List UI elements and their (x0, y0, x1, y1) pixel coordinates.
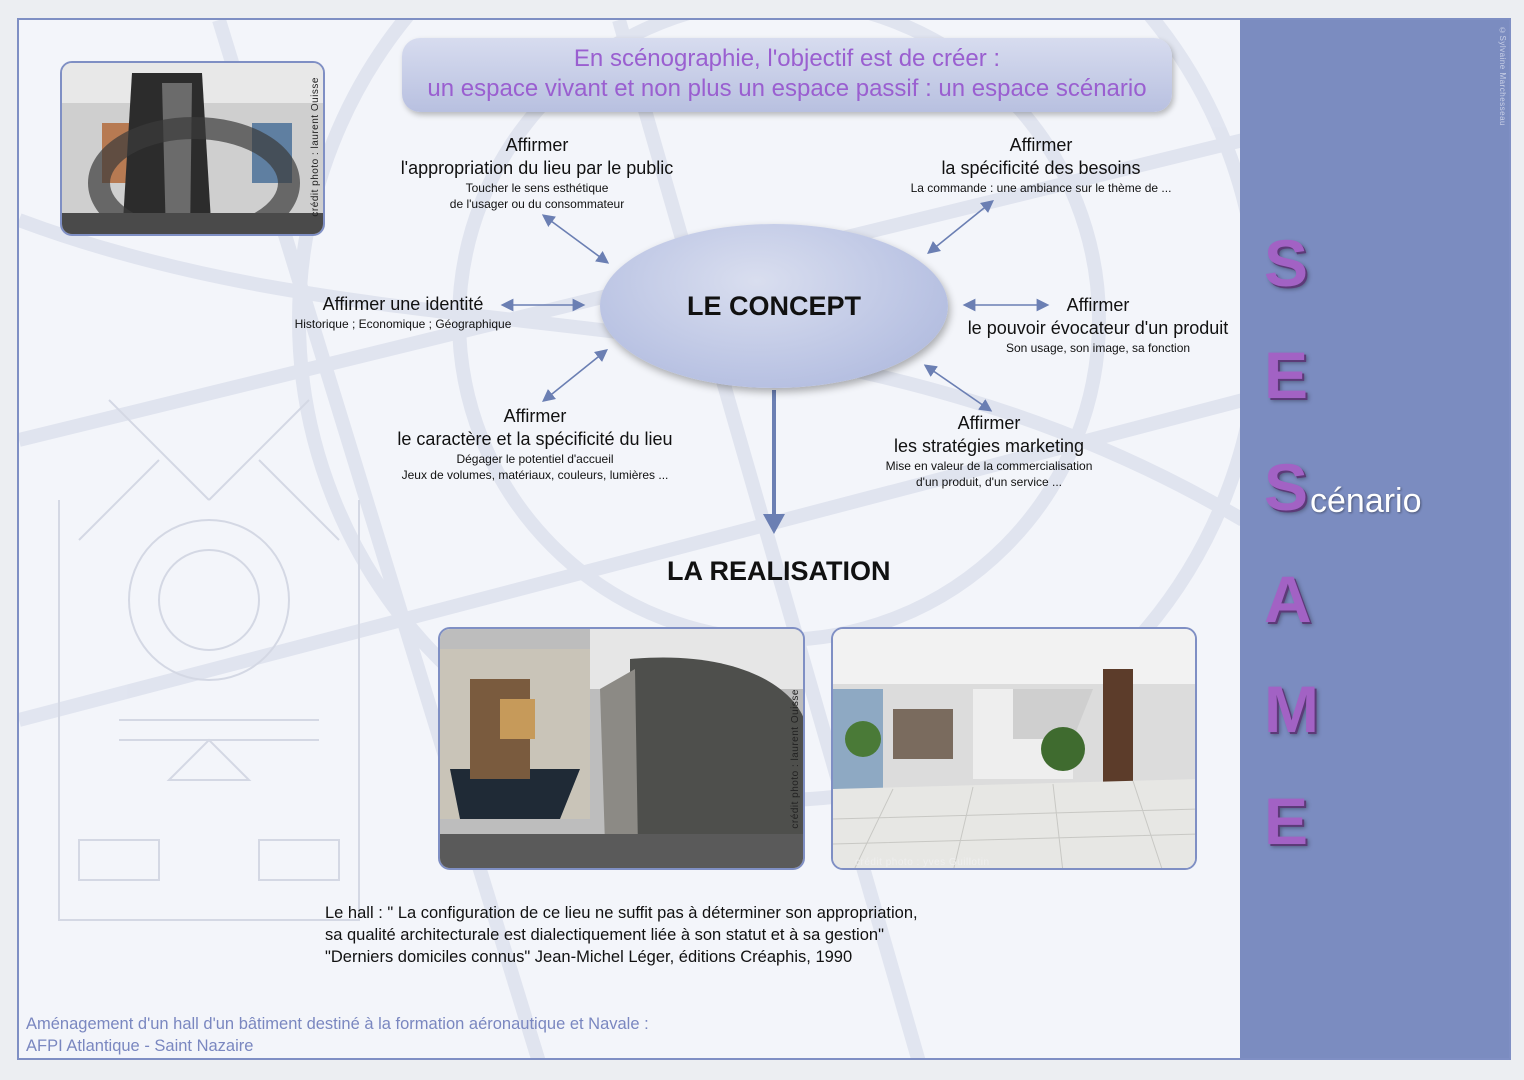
node-lieu (379, 405, 691, 483)
arrow-lieu (547, 353, 603, 398)
node-appropriation-detail-2: de l'usager ou du consommateur (449, 197, 625, 211)
node-marketing-title: Affirmer (957, 413, 1021, 433)
node-marketing-detail-1: Mise en valeur de la commercialisation (885, 459, 1093, 473)
node-lieu-detail-1: Dégager le potentiel d'accueil (456, 452, 614, 466)
node-lieu-title: Affirmer (503, 406, 567, 426)
quote-line-3: "Derniers domiciles connus" Jean-Michel Léger, éditions Créaphis, 1990 (325, 948, 853, 966)
node-produit (953, 294, 1243, 356)
sesame-letter-1: S (1264, 226, 1309, 300)
realisation-photo-left (438, 627, 805, 870)
concept-ellipse (600, 224, 948, 388)
scenario-word-rest: cénario (1310, 482, 1422, 520)
realisation-heading: LA REALISATION (667, 556, 891, 586)
left-photo-credit: crédit photo : laurent Ouisse (790, 689, 801, 829)
sesame-sidebar (1240, 20, 1509, 1058)
node-identite-title: Affirmer une identité (322, 294, 484, 314)
node-produit-title: Affirmer (1066, 295, 1130, 315)
top-photo-credit: crédit photo : laurent Ouisse (310, 77, 321, 217)
sesame-letter-4: A (1264, 562, 1312, 636)
arrow-appropriation (547, 218, 604, 260)
sesame-letter-6: E (1264, 784, 1309, 858)
sesame-letter-3: S (1264, 450, 1309, 524)
node-appropriation-detail-1: Toucher le sens esthétique (465, 181, 609, 195)
copyright-text: ©Sylvaine Marchesseau (1498, 26, 1507, 126)
node-appropriation-title: Affirmer (505, 135, 569, 155)
node-produit-detail-1: Son usage, son image, sa fonction (1005, 341, 1191, 355)
sesame-letter-5: M (1264, 672, 1319, 746)
node-lieu-detail-2: Jeux de volumes, matériaux, couleurs, lumières ... (401, 468, 669, 482)
node-appropriation (387, 134, 687, 212)
slide-frame (17, 18, 1511, 1060)
banner-line-1: En scénographie, l'objectif est de créer : (573, 45, 1001, 72)
node-lieu-subtitle: le caractère et la spécificité du lieu (397, 429, 673, 449)
quote-line-2: sa qualité architecturale est dialectiquement liée à son statut et à sa gestion" (325, 926, 884, 944)
hall-quote (325, 902, 918, 968)
concept-label: LE CONCEPT (686, 290, 861, 321)
node-produit-subtitle: le pouvoir évocateur d'un produit (967, 318, 1229, 338)
node-identite (273, 293, 533, 332)
hall-interior-image (440, 629, 805, 870)
banner-line-2: un espace vivant et non plus un espace passif : un espace scénario (427, 75, 1147, 102)
caption-line-1: Aménagement d'un hall d'un bâtiment destiné à la formation aéronautique et Navale : (26, 1015, 649, 1033)
right-photo-credit: crédit photo : yves Guillotin (855, 857, 990, 868)
project-caption (26, 1013, 649, 1057)
caption-line-2: AFPI Atlantique - Saint Nazaire (26, 1037, 254, 1055)
node-marketing-detail-2: d'un produit, d'un service ... (916, 475, 1062, 489)
arrow-besoins (932, 204, 989, 250)
sesame-letter-2: E (1264, 338, 1309, 412)
node-appropriation-subtitle: l'appropriation du lieu par le public (400, 158, 674, 178)
node-marketing (859, 412, 1119, 490)
hall-lobby-image (833, 629, 1197, 870)
node-marketing-subtitle: les stratégies marketing (893, 436, 1085, 456)
node-besoins-detail-1: La commande : une ambiance sur le thème de ... (910, 181, 1172, 195)
node-besoins (891, 134, 1191, 196)
node-besoins-title: Affirmer (1009, 135, 1073, 155)
realisation-photo-right (831, 627, 1197, 870)
arrow-marketing (929, 368, 987, 408)
node-besoins-subtitle: la spécificité des besoins (941, 158, 1141, 178)
quote-line-1: Le hall : " La configuration de ce lieu ne suffit pas à déterminer son appropriation, (325, 904, 918, 922)
node-identite-detail-1: Historique ; Economique ; Géographique (294, 317, 512, 331)
